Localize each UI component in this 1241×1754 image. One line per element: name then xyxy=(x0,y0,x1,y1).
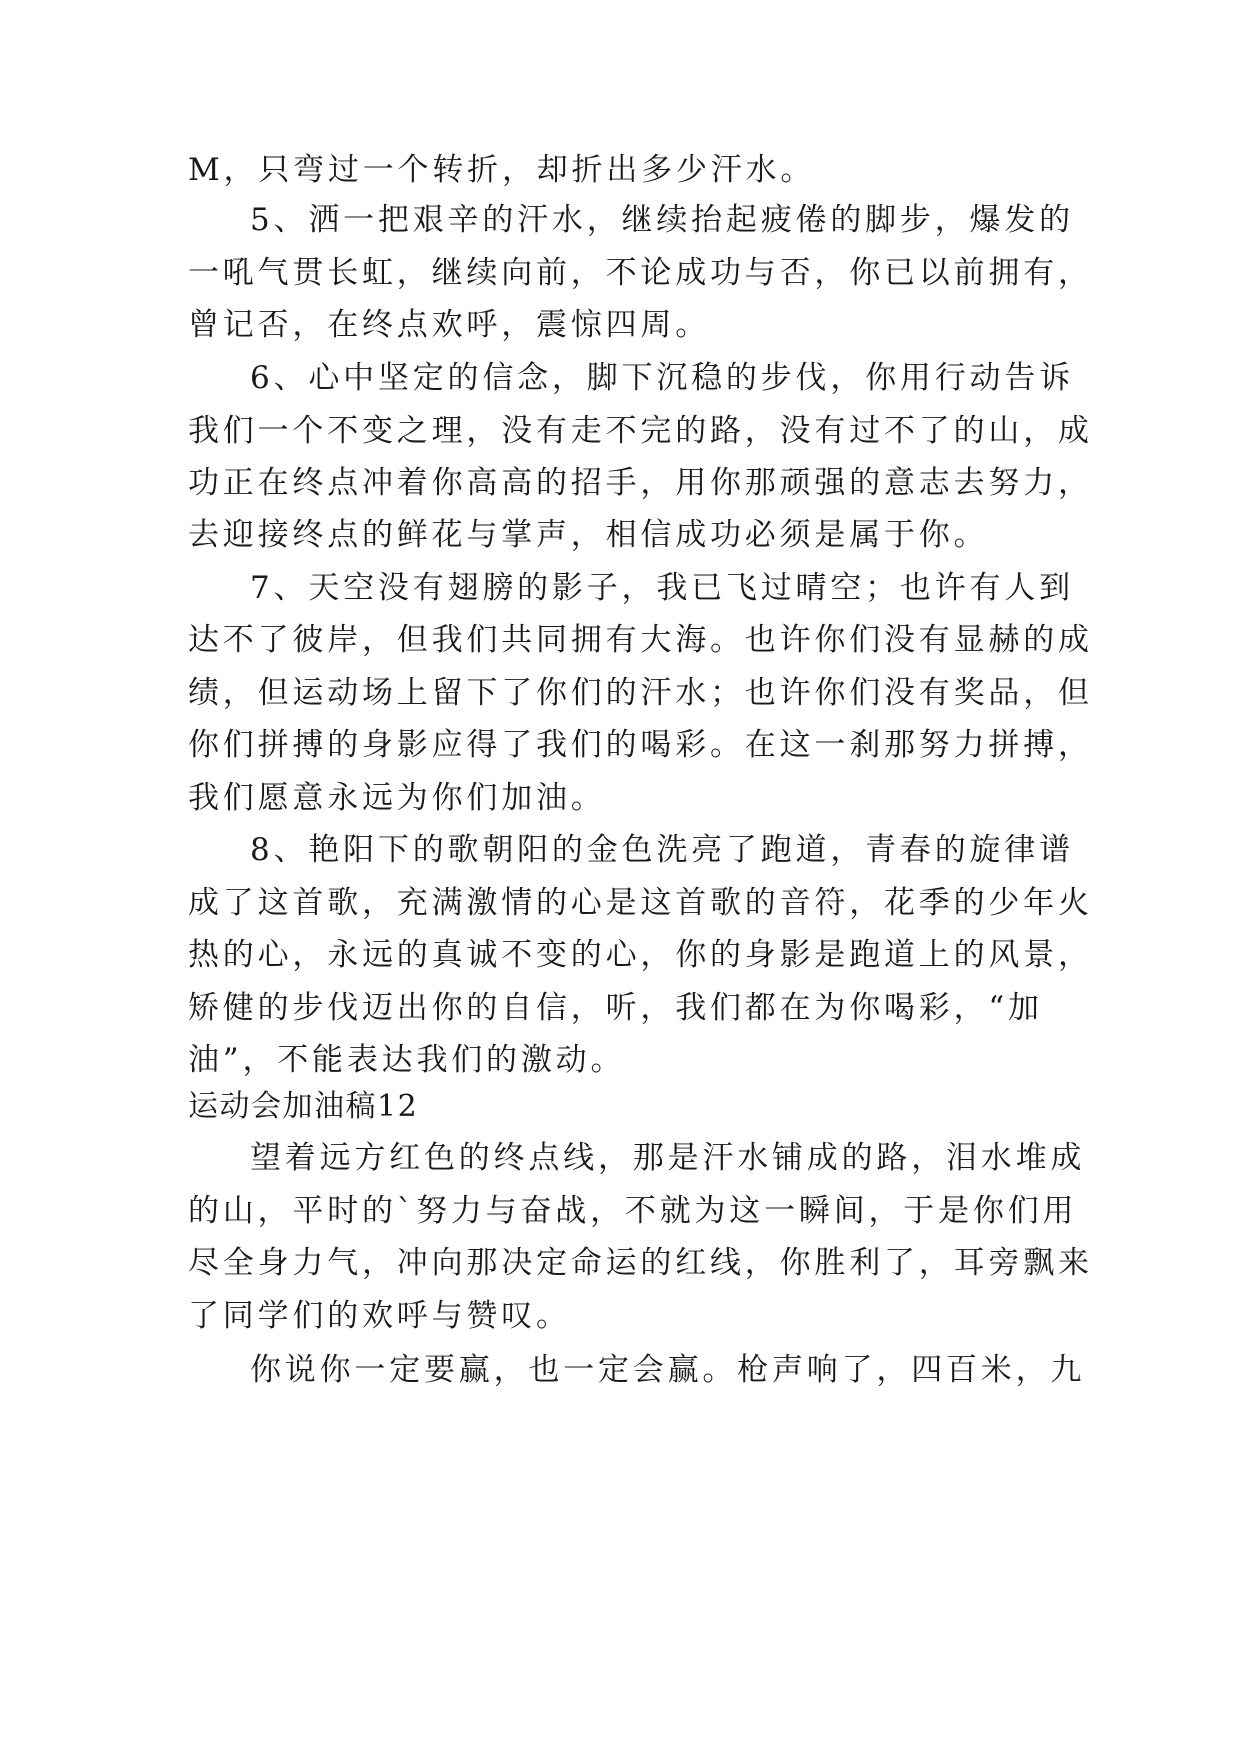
text-line: 油”，不能表达我们的激动。 xyxy=(188,1042,626,1078)
text-line: 我们一个不变之理，没有走不完的路，没有过不了的山，成 xyxy=(188,413,1093,449)
text-line: 去迎接终点的鲜花与掌声，相信成功必须是属于你。 xyxy=(188,517,989,553)
paragraph-8-line: 8、艳阳下的歌朝阳的金色洗亮了跑道，青春的旋律谱 xyxy=(250,832,1074,868)
text-line: 一吼气贯长虹，继续向前，不论成功与否，你已以前拥有， xyxy=(188,255,1093,291)
paragraph-6-line: 6、心中坚定的信念，脚下沉稳的步伐，你用行动告诉 xyxy=(250,360,1074,396)
text-line: 功正在终点冲着你高高的招手，用你那顽强的意志去努力， xyxy=(188,465,1093,501)
paragraph-line: 望着远方红色的终点线，那是汗水铺成的路，泪水堆成 xyxy=(250,1140,1086,1176)
text-line: 达不了彼岸，但我们共同拥有大海。也许你们没有显赫的成 xyxy=(188,622,1093,658)
text-line: 成了这首歌，充满激情的心是这首歌的音符，花季的少年火 xyxy=(188,885,1093,921)
paragraph-line: 你说你一定要赢，也一定会赢。枪声响了，四百米，九 xyxy=(250,1352,1086,1388)
text-line: 我们愿意永远为你们加油。 xyxy=(188,780,606,816)
section-heading: 运动会加油稿12 xyxy=(188,1089,419,1124)
text-line: 热的心，永远的真诚不变的心，你的身影是跑道上的风景， xyxy=(188,937,1093,973)
text-line: M，只弯过一个转折，却折出多少汗水。 xyxy=(188,152,816,188)
paragraph-7-line: 7、天空没有翅膀的影子，我已飞过晴空；也许有人到 xyxy=(250,570,1074,606)
text-line: 了同学们的欢呼与赞叹。 xyxy=(188,1298,571,1334)
text-line: 矫健的步伐迈出你的自信，听，我们都在为你喝彩，“加 xyxy=(188,990,1043,1026)
text-line: 曾记否，在终点欢呼，震惊四周。 xyxy=(188,307,710,343)
text-line: 你们拼搏的身影应得了我们的喝彩。在这一刹那努力拼搏， xyxy=(188,727,1093,763)
text-line: 绩，但运动场上留下了你们的汗水；也许你们没有奖品，但 xyxy=(188,675,1093,711)
paragraph-5-line: 5、洒一把艰辛的汗水，继续抬起疲倦的脚步，爆发的 xyxy=(250,202,1074,238)
text-line: 的山，平时的`努力与奋战，不就为这一瞬间，于是你们用 xyxy=(188,1193,1078,1229)
text-line: 尽全身力气，冲向那决定命运的红线，你胜利了，耳旁飘来 xyxy=(188,1245,1093,1281)
